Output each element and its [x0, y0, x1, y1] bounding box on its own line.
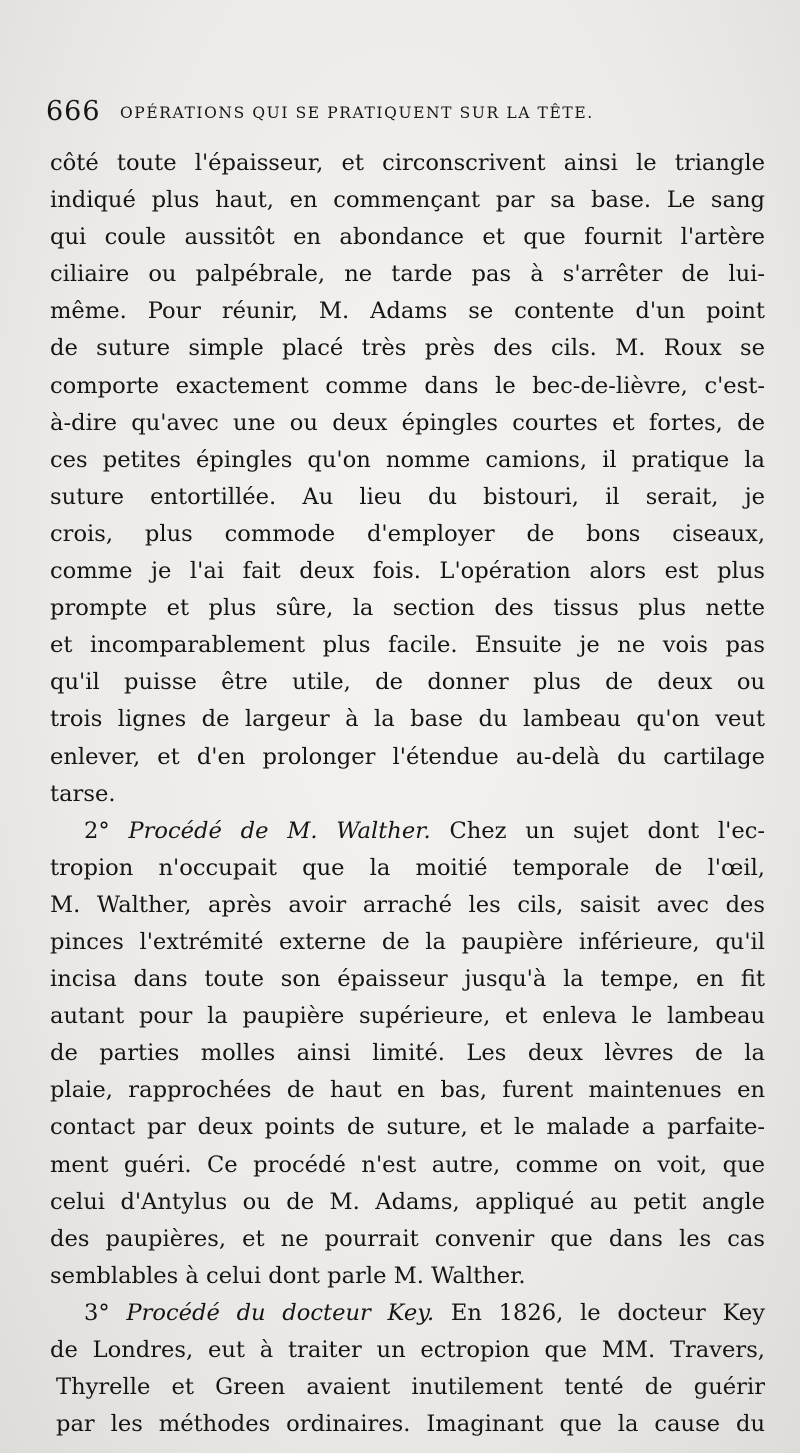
text-line: pinces l'extrémité externe de la paupière inférieure, qu'il — [50, 928, 765, 955]
text-line: à-dire qu'avec une ou deux épingles courtes et fortes, de — [50, 409, 765, 436]
section-number: 2° — [84, 817, 110, 844]
text-line: semblables à celui dont parle M. Walther. — [50, 1262, 526, 1289]
section-first-line-text: Chez un sujet dont l'ec- — [449, 817, 765, 844]
text-line: ciliaire ou palpébrale, ne tarde pas à s'arrêter de lui- — [50, 261, 765, 288]
text-line: autant pour la paupière supérieure, et enleva le lambeau — [50, 1003, 765, 1030]
text-line: de Londres, eut à traiter un ectropion que MM. Travers, — [50, 1337, 765, 1363]
text-line: contact par deux points de suture, et le malade a parfaite- — [50, 1114, 765, 1141]
text-line: qui coule aussitôt en abondance et que fournit l'artère — [50, 224, 765, 251]
running-title: OPÉRATIONS QUI SE PRATIQUENT SUR LA TÊTE. — [120, 104, 594, 122]
paragraph-walther — [50, 813, 765, 1295]
text-line: celui d'Antylus ou de M. Adams, appliqué au petit angle — [50, 1188, 765, 1215]
text-line: indiqué plus haut, en commençant par sa base. Le sang — [50, 187, 765, 214]
section-first-line-text: En 1826, le docteur Key — [450, 1299, 765, 1326]
text-line: tarse. — [50, 780, 116, 807]
text-line: de suture simple placé très près des cils. M. Roux se — [50, 335, 765, 362]
text-line: enlever, et d'en prolonger l'étendue au-delà du cartilage — [50, 743, 765, 770]
page-header — [46, 96, 766, 136]
text-line: incisa dans toute son épaisseur jusqu'à la tempe, en fit — [50, 966, 765, 993]
body-text — [50, 145, 765, 1443]
section-heading-line — [50, 1295, 765, 1332]
text-line: M. Walther, après avoir arraché les cils, saisit avec des — [50, 891, 765, 918]
text-line: ces petites épingles qu'on nomme camions, il pratique la — [50, 446, 765, 473]
text-line: même. Pour réunir, M. Adams se contente d'un point — [50, 298, 765, 325]
section-title: Procédé du docteur Key. — [126, 1299, 435, 1326]
text-line: comme je l'ai fait deux fois. L'opération alors est plus — [50, 558, 765, 585]
text-line: par les méthodes ordinaires. Imaginant que la cause du — [56, 1411, 765, 1438]
text-line: plaie, rapprochées de haut en bas, furent maintenues en — [50, 1077, 765, 1104]
text-line: ment guéri. Ce procédé n'est autre, comme on voit, que — [50, 1151, 765, 1178]
text-line: Thyrelle et Green avaient inutilement tenté de guérir — [56, 1374, 765, 1401]
text-line: et incomparablement plus facile. Ensuite je ne vois pas — [50, 632, 765, 659]
text-line: des paupières, et ne pourrait convenir que dans les cas — [50, 1225, 765, 1252]
text-line: crois, plus commode d'employer de bons ciseaux, — [50, 520, 765, 547]
section-number: 3° — [84, 1299, 110, 1326]
text-line: côté toute l'épaisseur, et circonscrivent ainsi le triangle — [50, 150, 765, 176]
text-line: suture entortillée. Au lieu du bistouri, il serait, je — [50, 483, 765, 510]
section-title: Procédé de M. Walther. — [128, 817, 431, 844]
text-line: de parties molles ainsi limité. Les deux lèvres de la — [50, 1040, 765, 1067]
paragraph-adams-roux — [50, 145, 765, 813]
text-line: trois lignes de largeur à la base du lambeau qu'on veut — [50, 706, 765, 733]
text-line: tropion n'occupait que la moitié temporale de l'œil, — [50, 854, 765, 881]
paragraph-key — [50, 1295, 765, 1443]
text-line: prompte et plus sûre, la section des tissus plus nette — [50, 595, 765, 622]
text-line: qu'il puisse être utile, de donner plus de deux ou — [50, 669, 765, 696]
page-number: 666 — [46, 96, 101, 127]
section-heading-line — [50, 813, 765, 850]
text-line: comporte exactement comme dans le bec-de-lièvre, c'est- — [50, 372, 765, 399]
